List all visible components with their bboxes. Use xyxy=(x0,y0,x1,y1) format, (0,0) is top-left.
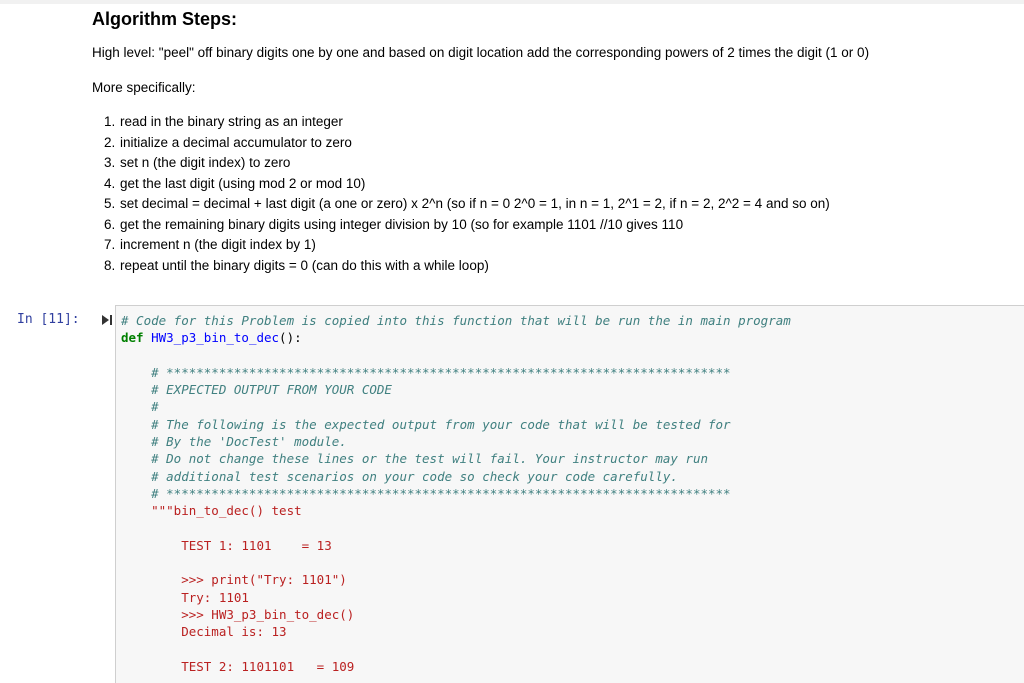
code-line: # additional test scenarios on your code so check your code carefully. xyxy=(121,468,678,484)
code-line: # xyxy=(121,399,159,415)
list-item: 7. increment n (the digit index by 1) xyxy=(104,237,316,252)
function-parens: (): xyxy=(279,330,302,346)
more-specifically-paragraph: More specifically: xyxy=(92,80,196,95)
list-item: 5. set decimal = decimal + last digit (a one or zero) x 2^n (so if n = 0 2^0 = 1, in n = 1, 2^1 = 2, if n = 2, 2^2 = 4 and so on) xyxy=(104,196,830,211)
docstring-line: """bin_to_dec() test xyxy=(121,503,302,519)
blank-line xyxy=(121,520,791,537)
docstring-line: Decimal is: 13 xyxy=(121,624,287,640)
list-item: 4. get the last digit (using mod 2 or mod 10) xyxy=(104,175,366,191)
collapse-cell-icon[interactable] xyxy=(101,314,113,326)
blank-line xyxy=(121,641,791,658)
list-item: 8. repeat until the binary digits = 0 (can do this with a while loop) xyxy=(104,257,489,273)
function-name: HW3_p3_bin_to_dec xyxy=(151,330,280,346)
blank-line xyxy=(121,554,791,571)
code-editor[interactable] xyxy=(115,305,1024,683)
code-line: # The following is the expected output from your code that will be tested for xyxy=(121,416,731,432)
list-item: 6. get the remaining binary digits using integer division by 10 (so for example 1101 //10 gives 110 xyxy=(104,216,684,232)
docstring-line: TEST 2: 1101101 = 109 xyxy=(121,658,355,674)
blank-line xyxy=(121,347,791,364)
code-line xyxy=(121,329,791,346)
docstring-line: >>> HW3_p3_bin_to_dec() xyxy=(121,607,355,623)
code-line: # By the 'DocTest' module. xyxy=(121,434,347,450)
code-line: # EXPECTED OUTPUT FROM YOUR CODE xyxy=(121,382,392,398)
algorithm-steps-list xyxy=(104,114,830,278)
code-line: # *************************************************************************** xyxy=(121,485,731,501)
cell-input-prompt: In [11]: xyxy=(17,312,80,327)
high-level-paragraph: High level: "peel" off binary digits one by one and based on digit location add the corresponding powers of 2 times the digit (1 or 0) xyxy=(92,45,870,60)
docstring-line: >>> print("Try: 1101") xyxy=(121,572,347,588)
notebook-top-strip xyxy=(0,0,1024,4)
list-item: 1. read in the binary string as an integer xyxy=(104,114,343,129)
section-title: Algorithm Steps: xyxy=(92,9,238,29)
code-line: # Code for this Problem is copied into this function that will be run the in main program xyxy=(121,313,791,328)
docstring-line: Try: 1101 xyxy=(121,589,249,605)
code-text xyxy=(121,312,791,675)
docstring-line: TEST 1: 1101 = 13 xyxy=(121,537,332,553)
list-item: 3. set n (the digit index) to zero xyxy=(104,155,291,170)
code-line: # *************************************************************************** xyxy=(121,364,731,380)
list-item: 2. initialize a decimal accumulator to zero xyxy=(104,134,352,150)
def-keyword: def xyxy=(121,330,144,346)
code-line: # Do not change these lines or the test will fail. Your instructor may run xyxy=(121,451,708,467)
